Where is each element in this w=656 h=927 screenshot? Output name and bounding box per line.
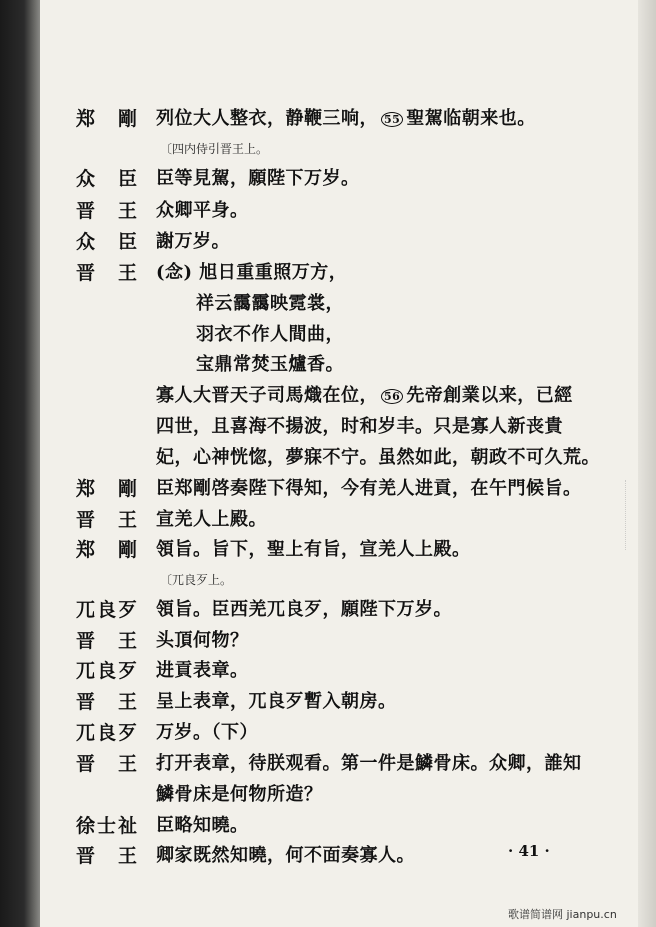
dialogue-text (156, 811, 249, 837)
dialogue-text (156, 626, 249, 652)
dialogue-segment: 打开表章，待朕观看。第一件是鱗骨床。众卿，誰知 (156, 753, 582, 774)
speaker-name: 兀良歹 (76, 722, 140, 744)
script-line (0, 841, 656, 871)
script-line (0, 196, 656, 226)
dialogue-segment: 羽衣不作人間曲， (196, 324, 344, 345)
script-line (0, 289, 656, 319)
speaker-name: 郑 剛 (76, 478, 140, 500)
dialogue-segment: 領旨。旨下，聖上有旨，宣羌人上殿。 (156, 539, 471, 560)
dialogue-text (156, 535, 471, 561)
dialogue-segment: 領旨。臣西羌兀良歹，願陛下万岁。 (156, 599, 452, 620)
speaker-name: 众 臣 (76, 168, 140, 190)
dialogue-text (156, 505, 267, 531)
dialogue-segment: 祥云靄靄映霓裳， (196, 293, 344, 314)
dialogue-text (156, 412, 563, 438)
stage-direction: 〔兀良歹上。 (160, 573, 233, 587)
dialogue-segment: 列位大人整衣，静鞭三响， (156, 108, 378, 129)
speaker-name: 晋 王 (76, 691, 140, 713)
dialogue-segment: (念) 旭日重重照万方， (156, 262, 348, 283)
dialogue-segment: 进貢表章。 (156, 660, 249, 681)
dialogue-segment: 寡人大晋天子司馬熾在位， (156, 385, 378, 406)
dialogue-text (156, 196, 249, 222)
dialogue-segment: 呈上表章，兀良歹暫入朝房。 (156, 691, 397, 712)
dialogue-text (156, 780, 323, 806)
dialogue-text (196, 320, 344, 346)
dialogue-text (196, 289, 344, 315)
dialogue-text (156, 474, 582, 500)
dialogue-segment: 臣等見駕，願陛下万岁。 (156, 168, 360, 189)
speaker-name: 晋 王 (76, 630, 140, 652)
script-line (0, 626, 656, 656)
speaker-name: 晋 王 (76, 262, 140, 284)
script-line (0, 227, 656, 257)
script-line (0, 443, 656, 473)
dialogue-text (156, 718, 258, 744)
dialogue-segment: 妃，心神恍惚，夢寐不宁。虽然如此，朝政不可久荒。 (156, 447, 600, 468)
dialogue-segment: 先帝創業以来，已經 (406, 385, 573, 406)
dialogue-segment: 謝万岁。 (156, 231, 230, 252)
dialogue-text (156, 104, 536, 130)
dialogue-segment: 鱗骨床是何物所造？ (156, 784, 323, 805)
dialogue-segment: 宝鼎常焚玉爐香。 (196, 354, 344, 375)
script-line (0, 350, 656, 380)
page-number: · 41 · (508, 842, 550, 860)
dialogue-segment: 卿家既然知曉，何不面奏寡人。 (156, 845, 415, 866)
dialogue-text (156, 687, 397, 713)
dialogue-text (156, 227, 230, 253)
site-watermark: 歌谱简谱网 jianpu.cn (508, 908, 617, 921)
dialogue-text (156, 595, 452, 621)
speaker-name: 兀良歹 (76, 660, 140, 682)
dialogue-segment: 众卿平身。 (156, 200, 249, 221)
script-line (0, 258, 656, 288)
script-line (0, 656, 656, 686)
script-line (0, 595, 656, 625)
dialogue-segment: 万岁。（下） (156, 722, 258, 743)
script-line (0, 687, 656, 717)
dialogue-text (156, 258, 347, 284)
script-line (0, 749, 656, 779)
script-line (0, 320, 656, 350)
speaker-name: 兀良歹 (76, 599, 140, 621)
script-line (0, 780, 656, 810)
dialogue-text (156, 656, 249, 682)
script-line (0, 718, 656, 748)
dialogue-text (156, 749, 582, 775)
dialogue-text (156, 443, 600, 469)
script-line (0, 811, 656, 841)
script-line (0, 535, 656, 565)
script-line (0, 381, 656, 411)
dialogue-segment: 臣郑剛啓奏陛下得知，今有羌人进貢，在午門候旨。 (156, 478, 582, 499)
dialogue-text (156, 164, 360, 190)
dialogue-segment: 头頂何物？ (156, 630, 249, 651)
speaker-name: 众 臣 (76, 231, 140, 253)
speaker-name: 晋 王 (76, 845, 140, 867)
script-line (0, 164, 656, 194)
speaker-name: 徐士祉 (76, 815, 140, 837)
dialogue-segment: 臣略知曉。 (156, 815, 249, 836)
script-line (0, 505, 656, 535)
note-number: 55 (381, 112, 403, 127)
speaker-name: 郑 剛 (76, 539, 140, 561)
speaker-name: 郑 剛 (76, 108, 140, 130)
stage-direction: 〔四内侍引晋王上。 (160, 142, 269, 156)
speaker-name: 晋 王 (76, 509, 140, 531)
script-line (0, 474, 656, 504)
speaker-name: 晋 王 (76, 200, 140, 222)
dialogue-text (156, 841, 415, 867)
dialogue-text (156, 381, 573, 407)
dialogue-segment: 聖駕临朝来也。 (406, 108, 536, 129)
dialogue-segment: 宣羌人上殿。 (156, 509, 267, 530)
dialogue-segment: 四世，且喜海不揚波，时和岁丰。只是寡人新丧貴 (156, 416, 563, 437)
script-line (0, 412, 656, 442)
note-number: 56 (381, 389, 403, 404)
dialogue-text (196, 350, 344, 376)
speaker-name: 晋 王 (76, 753, 140, 775)
script-line (0, 104, 656, 134)
